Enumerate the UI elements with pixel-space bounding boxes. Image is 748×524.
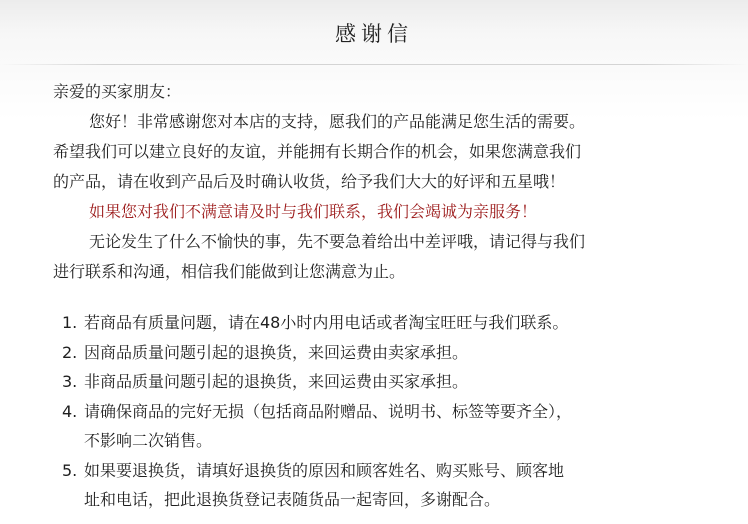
term-item [62, 456, 722, 515]
communication-line-1: 无论发生了什么不愉快的事，先不要急着给出中差评哦，请记得与我们 [89, 232, 586, 251]
term-text-continued: 址和电话，把此退换货登记表随货品一起寄回，多谢配合。 [84, 490, 501, 509]
term-number: 5. [62, 460, 78, 480]
term-text: 如果要退换货，请填好退换货的原因和顾客姓名、购买账号、顾客地 [84, 460, 565, 480]
term-item [62, 367, 722, 397]
title-divider [0, 64, 748, 65]
greeting: 亲爱的买家朋友： [53, 82, 182, 101]
term-text: 非商品质量问题引起的退换货，来回运费由买家承担。 [84, 372, 469, 391]
term-number: 2. [62, 342, 78, 362]
letter-title: 感谢信 [335, 22, 413, 46]
letter-body [53, 77, 729, 287]
review-request-line-2: 的产品，请在收到产品后及时确认收货，给予我们大大的好评和五星哦！ [53, 172, 566, 191]
communication-line-2: 进行联系和沟通，相信我们能做到让您满意为止。 [53, 262, 406, 281]
term-number: 3. [62, 372, 78, 391]
term-text: 请确保商品的完好无损（包括商品附赠品、说明书、标签等要齐全）， [84, 401, 573, 421]
thanks-paragraph: 您好！非常感谢您对本店的支持，愿我们的产品能满足您生活的需要。 [89, 112, 586, 131]
term-number: 4. [62, 401, 78, 421]
term-text: 若商品有质量问题，请在48小时内用电话或者淘宝旺旺与我们联系。 [84, 313, 569, 332]
term-item [62, 308, 722, 338]
term-item [62, 338, 722, 368]
terms-list [62, 308, 722, 515]
term-text-continued: 不影响二次销售。 [84, 431, 213, 450]
term-text: 因商品质量问题引起的退换货，来回运费由卖家承担。 [84, 342, 469, 362]
term-item [62, 397, 722, 456]
term-number: 1. [62, 313, 78, 332]
red-notice: 如果您对我们不满意请及时与我们联系，我们会竭诚为亲服务！ [89, 202, 538, 221]
review-request-line-1: 希望我们可以建立良好的友谊，并能拥有长期合作的机会，如果您满意我们 [53, 142, 582, 161]
